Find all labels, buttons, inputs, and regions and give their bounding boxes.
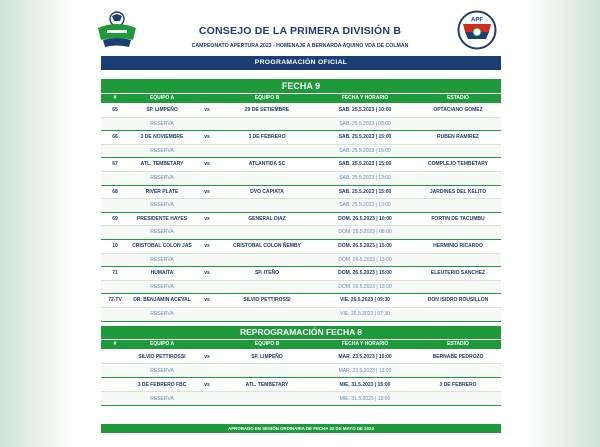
reserve-datetime: MIE. 31.5.2023 | 13:00 (339, 396, 391, 402)
versus-label: vs (204, 215, 210, 222)
versus-label: vs (204, 297, 210, 304)
versus-label: vs (204, 270, 210, 277)
stadium: FORTIN DE TACUMBU (431, 215, 485, 222)
versus-label: vs (204, 188, 210, 195)
reserve-row (101, 118, 501, 132)
col-estadio: ESTADIO (447, 95, 469, 101)
team-b: CRISTOBAL COLON ÑEMBY (233, 243, 301, 249)
apf-shield-icon (457, 10, 497, 50)
versus-label: vs (204, 354, 210, 360)
reserve-label: RESERVA (150, 311, 174, 317)
match-row (101, 350, 501, 364)
match-row (101, 378, 501, 392)
col-fecha-horario: FECHA Y HORARIO (341, 95, 389, 101)
col-equipo-a: EQUIPO A (149, 95, 175, 101)
match-datetime: DOM. 26.5.2023 | 15:00 (338, 270, 392, 277)
versus-label: vs (204, 134, 210, 141)
programacion-oficial-banner: PROGRAMACIÓN OFICIAL (101, 56, 501, 70)
col-estadio: ESTADIO (447, 341, 469, 347)
reserve-label: RESERVA (150, 283, 174, 290)
reserve-datetime: DOM. 26.5.2023 | 08:00 (338, 229, 392, 236)
reserve-row (101, 308, 501, 322)
stadium: HERMINIO RICARDO (433, 243, 483, 249)
fecha-9-column-header (101, 94, 501, 103)
fecha-9-banner: FECHA 9 (101, 79, 501, 93)
match-row (101, 294, 501, 308)
reserve-row (101, 392, 501, 406)
header (75, 0, 525, 56)
col-fecha-horario: FECHA Y HORARIO (341, 341, 389, 347)
reserve-datetime: SAB. 25.5.2023 | 15:00 (339, 147, 391, 154)
team-a: CRISTOBAL COLON JAS (132, 243, 192, 249)
team-b: SP. ITEÑO (254, 270, 280, 277)
team-a: ATL. TEMBETARY (140, 161, 184, 168)
match-row (101, 240, 501, 254)
match-row (101, 213, 501, 227)
reserve-row (101, 145, 501, 159)
team-a: HUMAITA (150, 270, 174, 277)
match-datetime: VIE. 26.5.2023 | 09:30 (339, 297, 391, 304)
match-number: 69 (112, 215, 118, 222)
match-number: 72-TV (108, 297, 122, 304)
match-number: 65 (112, 107, 118, 113)
match-number: 10 (112, 243, 118, 249)
col-num: # (113, 341, 117, 347)
reserve-row (101, 199, 501, 213)
match-row (101, 186, 501, 200)
match-number: 66 (112, 134, 118, 141)
reserve-row (101, 281, 501, 295)
reserve-label: RESERVA (150, 396, 174, 402)
reserve-row (101, 254, 501, 268)
reserve-row (101, 172, 501, 186)
fecha-8-column-header (101, 340, 501, 349)
page-subtitle: CAMPEONATO APERTURA 2023 - HOMENAJE A BERNARDA AQUINO VDA DE COLMAN (191, 43, 409, 49)
division-b-logo-icon (95, 10, 139, 50)
reserve-datetime: SAB. 25.5.2023 | 13:00 (339, 175, 391, 181)
reserve-label: RESERVA (150, 120, 174, 127)
match-row (101, 131, 501, 145)
stadium: COMPLEJO TEMBETARY (427, 161, 488, 168)
team-a: PRESIDENTE HAYES (136, 215, 188, 222)
match-number: 71 (112, 270, 118, 277)
reserve-datetime: SAB. 25.5.2023 | 13:00 (339, 202, 391, 209)
schedule-sheet (75, 0, 525, 447)
match-datetime: SAB. 25.5.2023 | 15:00 (338, 134, 392, 141)
team-b: DVO CAPIATA (250, 188, 284, 195)
team-a: 3 DE FEBRERO FBC (137, 382, 187, 388)
team-b: SP. LIMPEÑO (251, 354, 283, 360)
fecha-8-banner: REPROGRAMACIÓN FECHA 8 (101, 326, 501, 339)
col-equipo-b: EQUIPO B (254, 95, 280, 101)
team-a: SP. LIMPEÑO (146, 107, 178, 113)
reserve-datetime: DOM. 26.5.2023 | 13:00 (338, 256, 392, 263)
team-b: GENERAL DIAZ (248, 215, 286, 222)
stadium: BERNABE PEDROZO (432, 354, 484, 360)
team-a: 3 DE NOVIEMBRE (140, 134, 184, 141)
col-equipo-b: EQUIPO B (254, 341, 280, 347)
reserve-label: RESERVA (150, 202, 174, 209)
reserve-label: RESERVA (150, 256, 174, 263)
stadium: ELEUTERIO SANCHEZ (430, 270, 486, 277)
team-b: SILVIO PETTIROSSI (243, 297, 291, 304)
versus-label: vs (204, 107, 210, 113)
stadium: RUBEN RAMIREZ (437, 134, 479, 141)
match-datetime: DOM. 26.5.2023 | 10:00 (338, 215, 392, 222)
stadium: 3 DE FEBRERO (439, 382, 477, 388)
match-datetime: MIE. 31.5.2023 | 15:00 (339, 382, 391, 388)
reserve-label: RESERVA (150, 368, 174, 374)
reserve-label: RESERVA (150, 229, 174, 236)
match-row (101, 267, 501, 281)
page-title: CONSEJO DE LA PRIMERA DIVISIÓN B (198, 25, 402, 37)
reserve-datetime: VIE. 26.5.2023 | 07:30 (340, 311, 390, 317)
team-a: DR. BENJAMIN ACEVAL (133, 297, 191, 304)
reserve-datetime: MAR. 23.5.2023 | 13:00 (338, 368, 392, 374)
match-row (101, 104, 501, 118)
col-equipo-a: EQUIPO A (149, 341, 175, 347)
team-b: ATLANTIDA SC (248, 161, 286, 168)
team-a: SILVIO PETTIROSSI (138, 354, 186, 360)
reserve-row (101, 226, 501, 240)
stadium: OPTACIANO GOMEZ (433, 107, 483, 113)
reserve-row (101, 364, 501, 378)
approval-footer: APROBADO EN SESIÓN ORDINARIA DE FECHA 22 DE MAYO DE 2023 (101, 424, 501, 433)
match-datetime: SAB. 25.5.2023 | 15:00 (338, 188, 392, 195)
match-datetime: DOM. 26.5.2023 | 15:00 (338, 243, 392, 249)
apf-logo-text: APF (471, 17, 483, 24)
col-num: # (113, 95, 117, 101)
versus-label: vs (204, 161, 210, 168)
match-row (101, 158, 501, 172)
team-b: 3 DE FEBRERO (248, 134, 286, 141)
reserve-datetime: SAB. 25.5.2023 | 08:00 (339, 120, 391, 127)
versus-label: vs (204, 243, 210, 249)
team-b: 29 DE SETIEMBRE (244, 107, 290, 113)
versus-label: vs (204, 382, 210, 388)
match-number: 67 (112, 161, 118, 168)
match-datetime: SAB. 25.5.2023 | 10:00 (338, 107, 392, 113)
match-datetime: MAR. 23.5.2023 | 15:00 (338, 354, 392, 360)
stadium: DON ISIDRO ROUSILLON (427, 297, 489, 304)
match-datetime: SAB. 25.5.2023 | 15:00 (338, 161, 392, 168)
team-a: RIVER PLATE (145, 188, 179, 195)
reserve-label: RESERVA (150, 175, 174, 181)
match-number: 68 (112, 188, 118, 195)
reserve-datetime: DOM. 26.5.2023 | 13:00 (338, 283, 392, 290)
reserve-label: RESERVA (150, 147, 174, 154)
team-b: ATL. TEMBETARY (245, 382, 289, 388)
stadium: JARDINES DEL KELITO (429, 188, 487, 195)
